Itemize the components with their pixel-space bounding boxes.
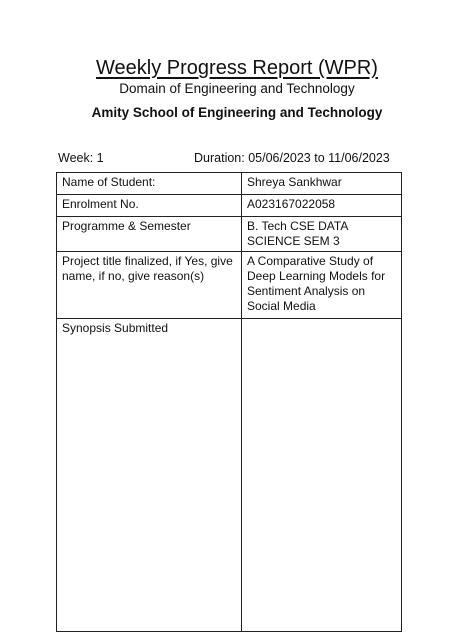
row-value: B. Tech CSE DATA SCIENCE SEM 3	[242, 217, 402, 252]
duration-label: Duration: 05/06/2023 to 11/06/2023	[194, 151, 390, 165]
row-label: Name of Student:	[57, 173, 242, 195]
school-name: Amity School of Engineering and Technology	[91, 105, 383, 120]
row-value	[242, 319, 402, 632]
row-value: Shreya Sankhwar	[242, 173, 402, 195]
table-row-student-name	[57, 173, 402, 195]
table-row-project-title	[57, 252, 402, 319]
table-row-synopsis	[57, 319, 402, 632]
row-value: A Comparative Study of Deep Learning Models for Sentiment Analysis on Social Media	[242, 252, 402, 319]
report-table	[56, 172, 402, 632]
report-title: Weekly Progress Report (WPR)	[96, 57, 378, 79]
row-label: Programme & Semester	[57, 217, 242, 252]
row-value: A023167022058	[242, 195, 402, 217]
week-label: Week: 1	[58, 151, 104, 165]
row-label: Project title finalized, if Yes, give name, if no, give reason(s)	[57, 252, 242, 319]
table-row-enrolment	[57, 195, 402, 217]
row-label: Enrolment No.	[57, 195, 242, 217]
row-label: Synopsis Submitted	[57, 319, 242, 632]
domain-subtitle: Domain of Engineering and Technology	[119, 81, 355, 96]
table-row-programme	[57, 217, 402, 252]
